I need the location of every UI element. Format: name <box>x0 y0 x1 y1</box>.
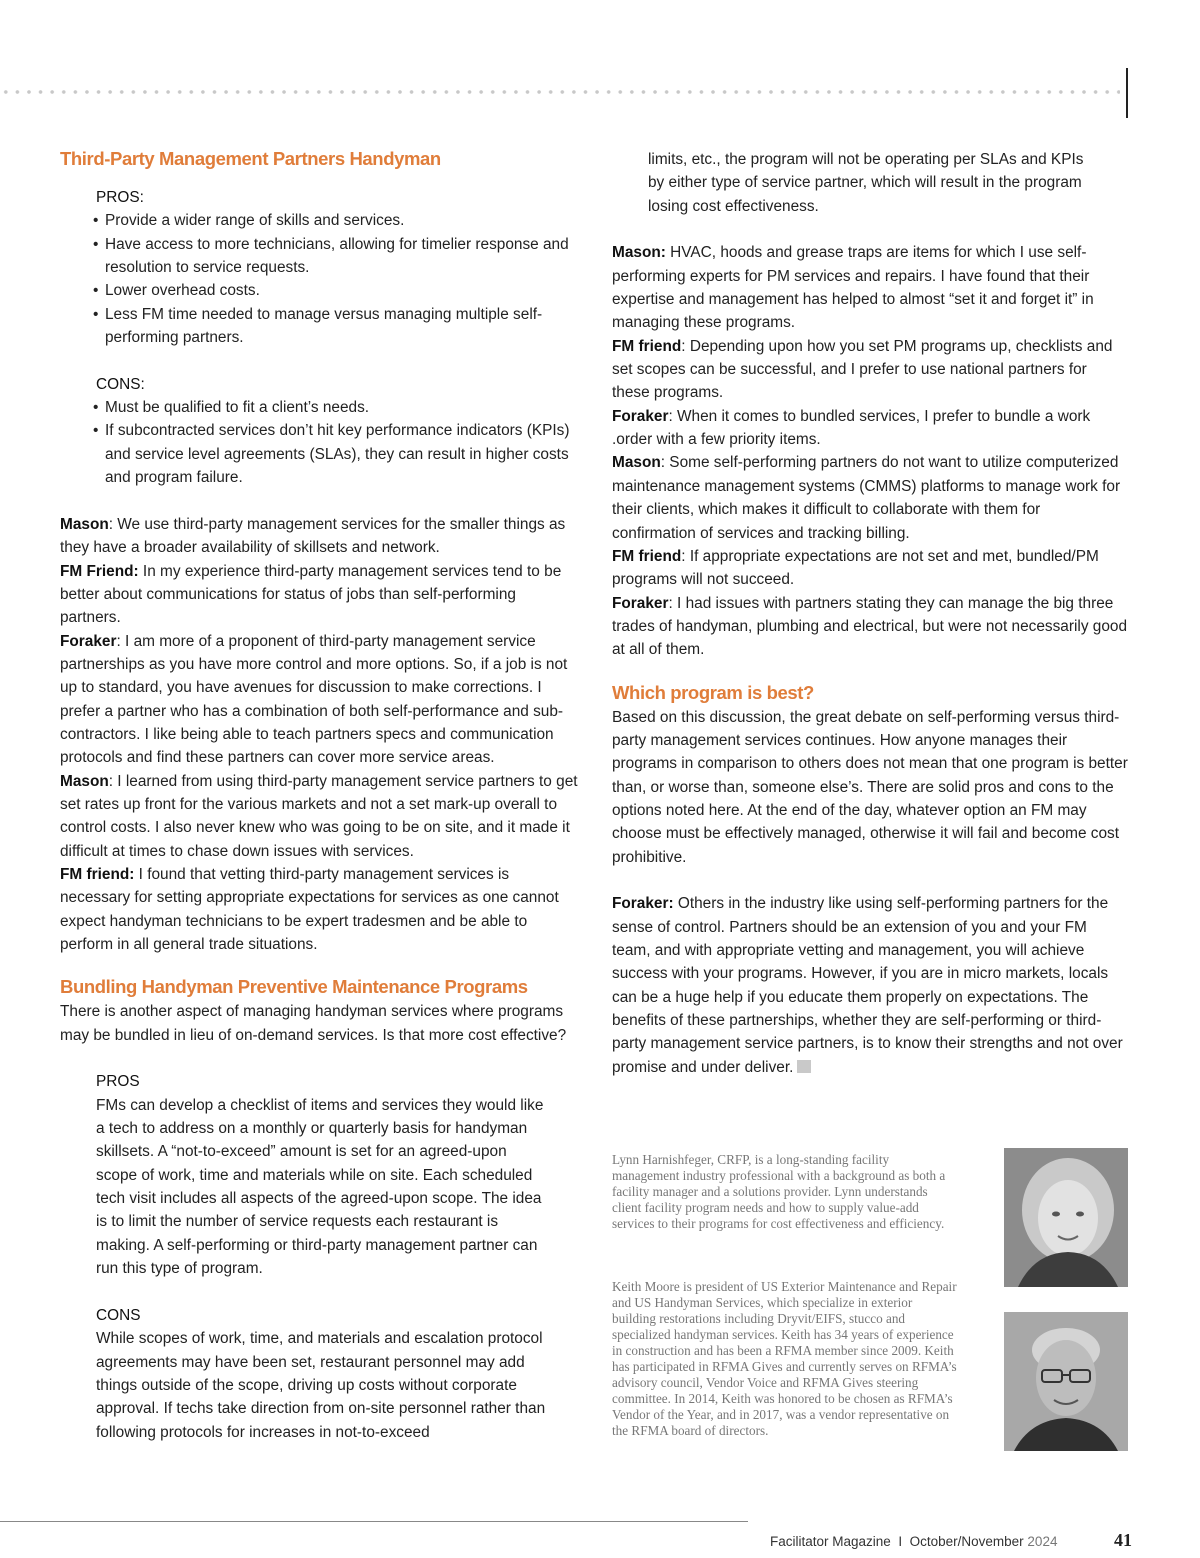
cons-list <box>60 396 580 489</box>
dotted-rule <box>0 89 1120 95</box>
footer: Facilitator Magazine I October/November 2024 <box>770 1534 1058 1549</box>
list-item: • Have access to more technicians, allowing for timelier response and resolution to service requests. <box>93 235 569 277</box>
footer-rule <box>0 1521 748 1522</box>
dialogue-paragraph: Foraker: I am more of a proponent of third-party management service partnerships as you have more control and more options. So, if a job is not up to standard, you have avenues for discussion to make corrections. I prefer a partner who has a combination of both self-performance and sub-contractors. I like being able to teach partners specs and communication protocols and find these partners can cover more service areas. <box>60 632 568 767</box>
list-item: • Lower overhead costs. <box>93 282 260 300</box>
dialogue-paragraph: Mason: HVAC, hoods and grease traps are items for which I use self-performing experts for PM services and repairs. I have found that their expertise and management has helped to almost “set it and forget it” in managing these programs. <box>612 244 1094 332</box>
cons2-text: While scopes of work, time, and materials and escalation protocol agreements may have been set, restaurant personnel may add things outside of the scope, driving up costs without corporate approval. If techs take direction from on-site personnel rather than following protocols for increases in not-to-exceed <box>96 1330 546 1441</box>
heading-third-party: Third-Party Management Partners Handyman <box>60 148 441 169</box>
bundling-intro: There is another aspect of managing handyman services where programs may be bundled in lieu of on-demand services. Is that more cost effective? <box>60 1003 567 1044</box>
right-column <box>612 148 1128 1079</box>
pros-list <box>60 209 580 349</box>
cons2-label: CONS <box>96 1306 141 1324</box>
left-column <box>60 146 580 1444</box>
heading-which-program: Which program is best? <box>612 681 814 703</box>
dialogue-paragraph: Foraker: I had issues with partners stating they can manage the big three trades of handyman, plumbing and electrical, but were not necessarily good at all of them. <box>612 594 1128 659</box>
dialogue-paragraph: Mason: I learned from using third-party management service partners to get set rates up front for the various markets and not a set mark-up overall to control costs. I also never knew who was going to be on site, and it made it difficult at times to chase down issues with services. <box>60 772 578 860</box>
portrait-icon <box>1004 1148 1128 1287</box>
pros2-label: PROS <box>96 1073 140 1091</box>
dialogue-paragraph: Mason: Some self-performing partners do not want to utilize computerized maintenance management systems (CMMS) platforms to manage work for their clients, which makes it difficult to collaborate with them for confirmation of services and tracking billing. <box>612 454 1121 542</box>
list-item: • If subcontracted services don’t hit key performance indicators (KPIs) and service level agreements (SLAs), they can result in higher costs and program failure. <box>93 422 570 487</box>
pros-label: PROS: <box>96 189 144 206</box>
bio-keith: Keith Moore is president of US Exterior Maintenance and Repair and US Handyman Services, which specialize in exterior building restorations including Dryvit/EIFS, stucco and specialized handyman services. Keith has 34 years of experience in construction and has been a RFMA member since 2009. Keith has participated in RFMA Gives and currently serves on RFMA’s advisory council, Vendor Voice and RFMA Gives steering committee. In 2014, Keith was honored to be chosen as RFMA’s Vendor of the Year, and in 2017, was a vendor representative on the RFMA board of directors. <box>612 1279 957 1438</box>
list-item: • Provide a wider range of skills and services. <box>93 212 405 230</box>
pros2-block <box>60 1070 580 1444</box>
best-text: Based on this discussion, the great debate on self-performing versus third-party management services continues. How anyone manages their programs in comparison to others does not mean that one program is better than, or worse than, someone else’s. There are solid pros and cons to the options noted here. At the end of the day, whatever option an FM may choose must be effectively managed, otherwise it will fail and become cost prohibitive. <box>612 708 1128 866</box>
heading-bundling: Bundling Handyman Preventive Maintenance Programs <box>60 976 528 998</box>
vertical-rule <box>1126 68 1128 118</box>
list-item: • Must be qualified to fit a client’s needs. <box>93 399 370 417</box>
cons-label: CONS: <box>96 375 145 393</box>
bio-lynn: Lynn Harnishfeger, CRFP, is a long-standing facility management industry professional with a background as both a facility manager and a solutions provider. Lynn understands client facility program needs and how to supply value-add services to their programs for cost effectiveness and efficiency. <box>612 1152 946 1231</box>
dialogue-paragraph: Mason: We use third-party management services for the smaller things as they have a broader availability of skillsets and network. <box>60 515 566 557</box>
dialogue-paragraph: Foraker: When it comes to bundled services, I prefer to bundle a work .order with a few priority items. <box>612 407 1091 449</box>
author-photo-lynn <box>1004 1148 1128 1287</box>
page-number: 41 <box>1114 1530 1132 1550</box>
dialogue-paragraph: FM friend: Depending upon how you set PM programs up, checklists and set scopes can be successful, and I prefer to use national partners for these programs. <box>612 337 1113 402</box>
cons2-continued: limits, etc., the program will not be operating per SLAs and KPIs by either type of service partner, which will result in the program losing cost effectiveness. <box>648 151 1084 215</box>
list-item: • Less FM time needed to manage versus managing multiple self-performing partners. <box>93 305 543 347</box>
portrait-icon <box>1004 1312 1128 1451</box>
dialogue-paragraph: FM friend: If appropriate expectations are not set and met, bundled/PM programs will not succeed. <box>612 547 1099 589</box>
dialogue-paragraph: FM Friend: In my experience third-party management services tend to be better about communications for status of jobs than self-performing partners. <box>60 562 562 627</box>
pros2-text: FMs can develop a checklist of items and services they would like a tech to address on a monthly or quarterly basis for handyman skillsets. A “not-to-exceed” amount is set for an agreed-upon scope of work, time and materials while on site. Each scheduled tech visit includes all aspects of the agreed-upon scope. The idea is to limit the number of service requests each restaurant is making. A self-performing or third-party management partner can run this type of program. <box>96 1096 544 1278</box>
dialogue-paragraph: FM friend: I found that vetting third-party management services is necessary for setting appropriate expectations for services as one cannot expect handyman technicians to be expert tradesmen and be able to perform in all general trade situations. <box>60 865 559 953</box>
author-photo-keith <box>1004 1312 1128 1451</box>
final-paragraph: Foraker: Others in the industry like using self-performing partners for the sense of control. Partners should be an extension of you and your FM team, and with appropriate vetting and management, you will achieve success with your programs. However, if you are in micro markets, locals can be a huge help if you educate them properly on expectations. The benefits of these partnerships, whether they are self-performing or third-party management service partners, is to know their strengths and not over promise and under deliver. <box>612 895 1123 1076</box>
end-mark-icon <box>797 1060 811 1073</box>
